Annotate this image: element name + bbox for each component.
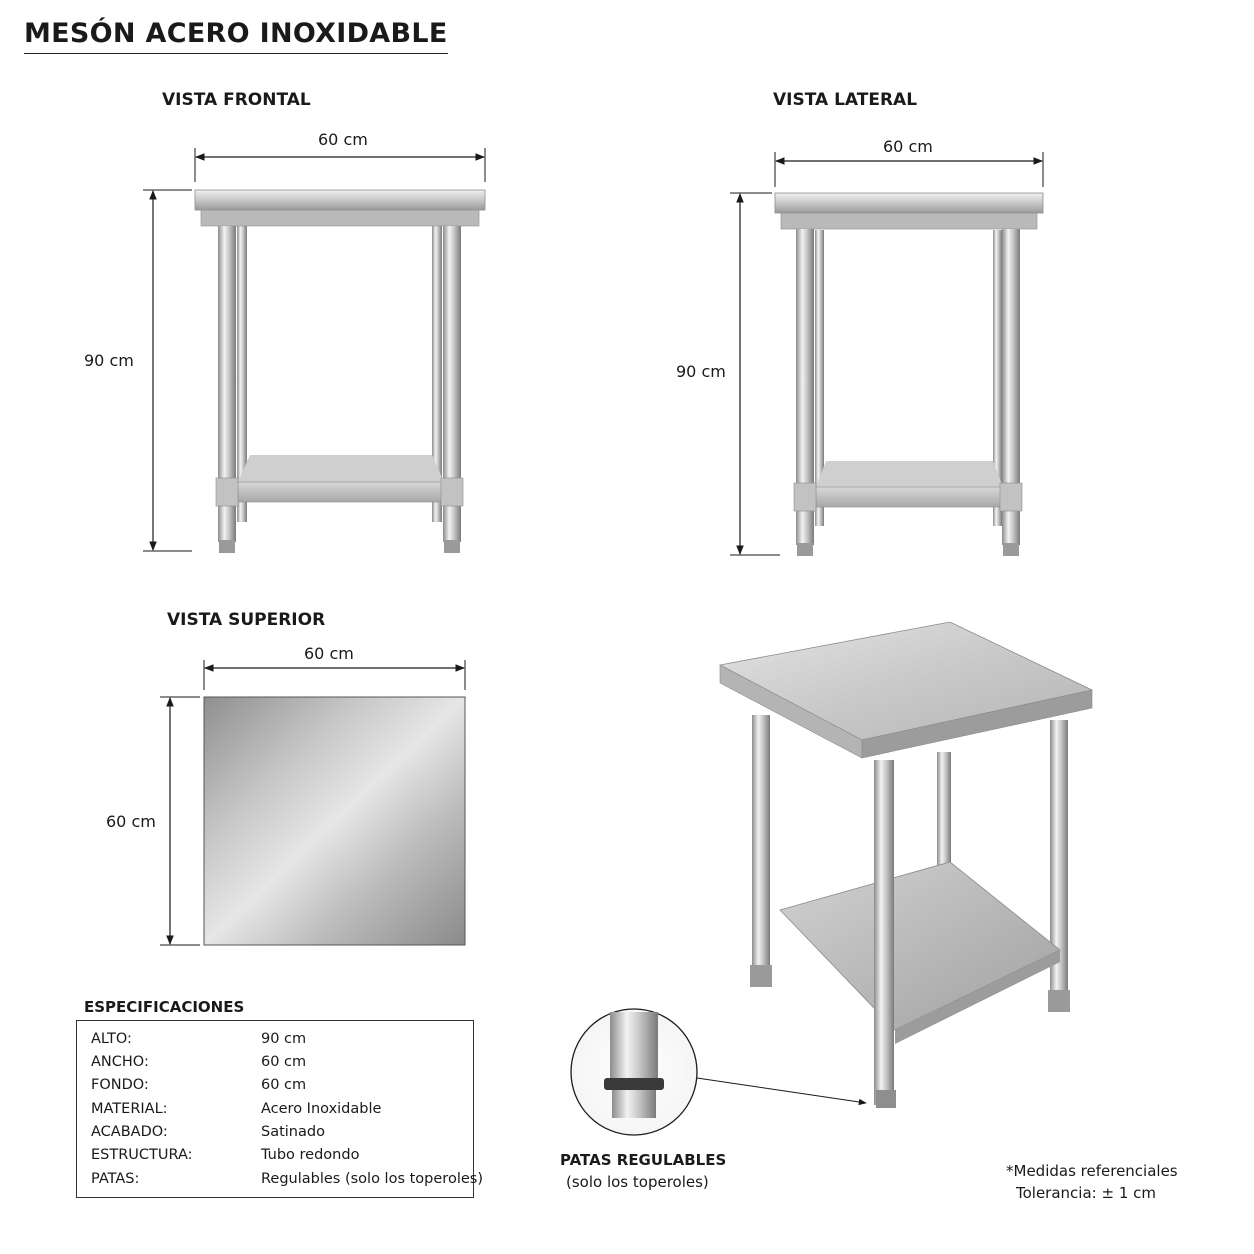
iso-tabletop (720, 622, 1092, 740)
side-width-label: 60 cm (883, 137, 933, 156)
front-apron (201, 210, 479, 226)
front-view-label: VISTA FRONTAL (162, 90, 311, 110)
side-height-label: 90 cm (676, 362, 726, 381)
iso-right-foot (1048, 990, 1070, 1012)
front-tabletop (195, 190, 485, 210)
side-shelf-surface (816, 461, 1003, 487)
front-foot-left (219, 540, 235, 553)
iso-shelf (780, 862, 1060, 1030)
spec-key: ACABADO: (91, 1124, 168, 1140)
spec-value: 90 cm (261, 1031, 307, 1047)
adjustable-foot-detail (571, 1009, 866, 1135)
detail-foot-base (612, 1090, 656, 1118)
detail-leg-tube (610, 1012, 658, 1078)
spec-key: FONDO: (91, 1077, 149, 1093)
iso-right-leg (1050, 720, 1068, 1010)
specs-title: ESPECIFICACIONES (84, 998, 245, 1016)
detail-adjust-ring (604, 1078, 664, 1090)
spec-value: 60 cm (261, 1077, 307, 1093)
detail-label: PATAS REGULABLES (560, 1151, 727, 1169)
top-view-label: VISTA SUPERIOR (167, 610, 326, 630)
iso-front-foot (876, 1090, 896, 1108)
side-view-drawing (730, 152, 1043, 556)
front-shelf-surface (238, 455, 444, 482)
detail-sublabel: (solo los toperoles) (566, 1173, 709, 1191)
detail-pointer-arrow (697, 1078, 866, 1103)
specs-table (76, 1020, 483, 1198)
front-leg-clamp-right (441, 478, 463, 506)
side-shelf-edge (816, 487, 1003, 507)
side-apron (781, 213, 1037, 229)
front-view-drawing (143, 148, 485, 553)
iso-left-foot (750, 965, 772, 987)
front-foot-right (444, 540, 460, 553)
top-depth-label: 60 cm (106, 812, 156, 831)
note-line-2: Tolerancia: ± 1 cm (1016, 1184, 1156, 1202)
spec-key: ANCHO: (91, 1054, 149, 1070)
front-shelf-edge (238, 482, 444, 502)
top-view-drawing (160, 660, 465, 945)
iso-left-leg (752, 715, 770, 983)
spec-key: ESTRUCTURA: (91, 1147, 193, 1163)
top-width-label: 60 cm (304, 644, 354, 663)
iso-front-leg (874, 760, 894, 1105)
side-tabletop (775, 193, 1043, 213)
spec-value: Acero Inoxidable (261, 1101, 382, 1117)
spec-value: 60 cm (261, 1054, 307, 1070)
top-view-surface (204, 697, 465, 945)
front-leg-clamp-left (216, 478, 238, 506)
front-width-label: 60 cm (318, 130, 368, 149)
note-line-1: *Medidas referenciales (1006, 1162, 1178, 1180)
page-title: MESÓN ACERO INOXIDABLE (24, 18, 448, 54)
side-view-label: VISTA LATERAL (773, 90, 918, 110)
side-leg-clamp-left (794, 483, 816, 511)
spec-value: Regulables (solo los toperoles) (261, 1171, 483, 1187)
spec-value: Satinado (261, 1124, 325, 1140)
side-foot-left (797, 543, 813, 556)
spec-key: ALTO: (91, 1031, 132, 1047)
spec-value: Tubo redondo (261, 1147, 360, 1163)
side-foot-right (1003, 543, 1019, 556)
spec-key: MATERIAL: (91, 1101, 168, 1117)
front-height-label: 90 cm (84, 351, 134, 370)
side-leg-clamp-right (1000, 483, 1022, 511)
spec-key: PATAS: (91, 1171, 140, 1187)
isometric-view-drawing (720, 622, 1092, 1108)
